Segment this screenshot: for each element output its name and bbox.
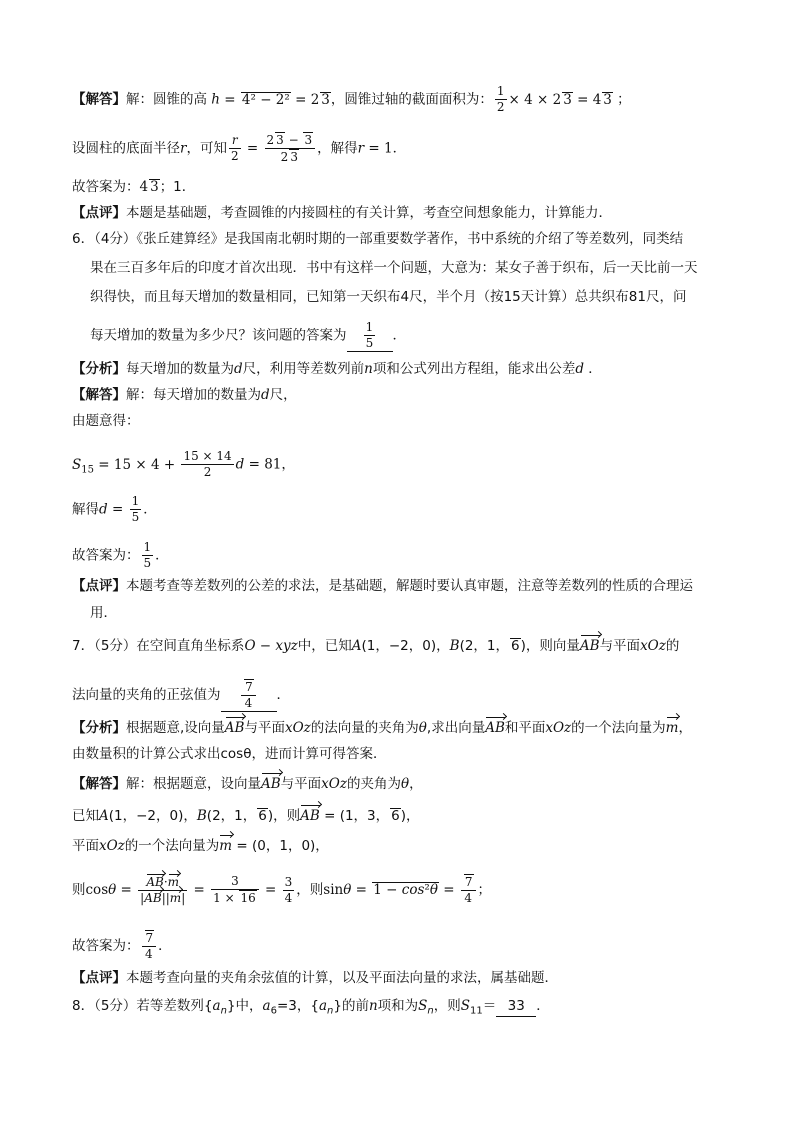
q7-comment: 【点评】本题考查向量的夹角余弦值的计算，以及平面法向量的求法，属基础题． [72,970,558,986]
q7-solution-line3: 平面xOz的一个法向量为m = (0，1，0)， [72,838,329,854]
q6-answer-blank: $\frac{1}{5}$ [347,320,393,352]
q7-solution-line4: 则cosθ = $\frac{AB\cdot m}{|AB||m|}$ = $\frac{3}{1 \times 16}$ = $\frac{3}{4}$ ，则sinθ = 1 − cos²θ = $\frac{7}{4}$ ； [72,874,492,905]
q6-stem-line1: 6．（4分）《张丘建算经》是我国南北朝时期的一部重要数学著作，书中系统的介绍了等差数列，同类结 [72,231,684,247]
q7-solution-line2: 已知A(1，−2，0)，B(2，1， 6)，则AB = (1，3， 6)， [72,808,420,824]
q6-result: 解得d = $\frac{1}{5}$ ． [72,494,157,524]
q6-comment-line2: 用． [90,605,117,621]
q5-comment: 【点评】本题是基础题，考查圆锥的内接圆柱的有关计算，考查空间想象能力，计算能力． [72,205,612,221]
q8-stem: 8．（5分）若等差数列$\{a_n\}$中，$a_6=3$，$\{a_n\}$的前n项和为$S_n$，则$S_{11}= 33$ ． [72,998,550,1017]
q6-solution-line2: 由题意得： [72,413,140,429]
q6-solution-line1: 【解答】解：每天增加的数量为d尺， [72,387,297,403]
q5-answer-line: 故答案为：4 3；1． [72,179,196,195]
q6-analysis: 【分析】每天增加的数量为d尺，利用等差数列前n项和公式列出方程组，能求出公差d ． [72,361,602,377]
q7-analysis-line2: 由数量积的计算公式求出cosθ，进而计算可得答案． [72,746,387,762]
q7-answer-line: 故答案为： $\frac{7}{4}$ ． [72,931,172,961]
jieda-tag: 【解答】 [72,91,126,108]
q7-solution-line1: 【解答】解：根据题意，设向量AB与平面xOz的夹角为θ， [72,776,423,792]
q6-equation: $S_{15} = 15 \times 4$ + $\frac{15 \times 14}{2}$ d = 81， [72,449,295,479]
q6-stem-line4: 每天增加的数量为多少尺？该问题的答案为 $\frac{1}{5}$ ． [90,320,406,350]
q7-stem-line2: 法向量的夹角的正弦值为 $\frac{7}{4}$ ． [72,680,290,710]
q7-stem-line1: 7．（5分）在空间直角坐标系O − xyz中，已知A(1，−2，0)，B(2，1， 6)，则向量AB与平面xOz的 [72,638,680,654]
q5-solution-line2: 设圆柱的底面半径r，可知 $\frac{r}{2}$ = $\frac{2 3 - 3}{2 3}$ ，解得r = 1． [72,133,407,164]
q6-stem-line3: 织得快，而且每天增加的数量相同，已知第一天织布4尺，半个月（按15天计算）总共织布81尺，问 [90,289,687,305]
q5-solution-line1: 【解答】解：圆锥的高 h = 4² − 2² = 2 3，圆锥过轴的截面面积为： $\frac{1}{2}$ × 4 × 2 3 = 4 3 ； [72,84,631,114]
q7-analysis-line1: 【分析】根据题意,设向量AB与平面xOz的法向量的夹角为θ,求出向量AB和平面xOz的一个法向量为m， [72,720,692,736]
q6-stem-line2: 果在三百多年后的印度才首次出现．书中有这样一个问题，大意为：某女子善于织布，后一天比前一天 [90,260,698,276]
q6-answer-line: 故答案为： $\frac{1}{5}$ ． [72,540,169,570]
q8-answer-blank: 33 [496,996,536,1017]
q7-answer-blank: $\frac{7}{4}$ [221,679,277,712]
q6-comment-line1: 【点评】本题考查等差数列的公差的求法，是基础题，解题时要认真审题，注意等差数列的性质的合理运 [72,578,693,594]
